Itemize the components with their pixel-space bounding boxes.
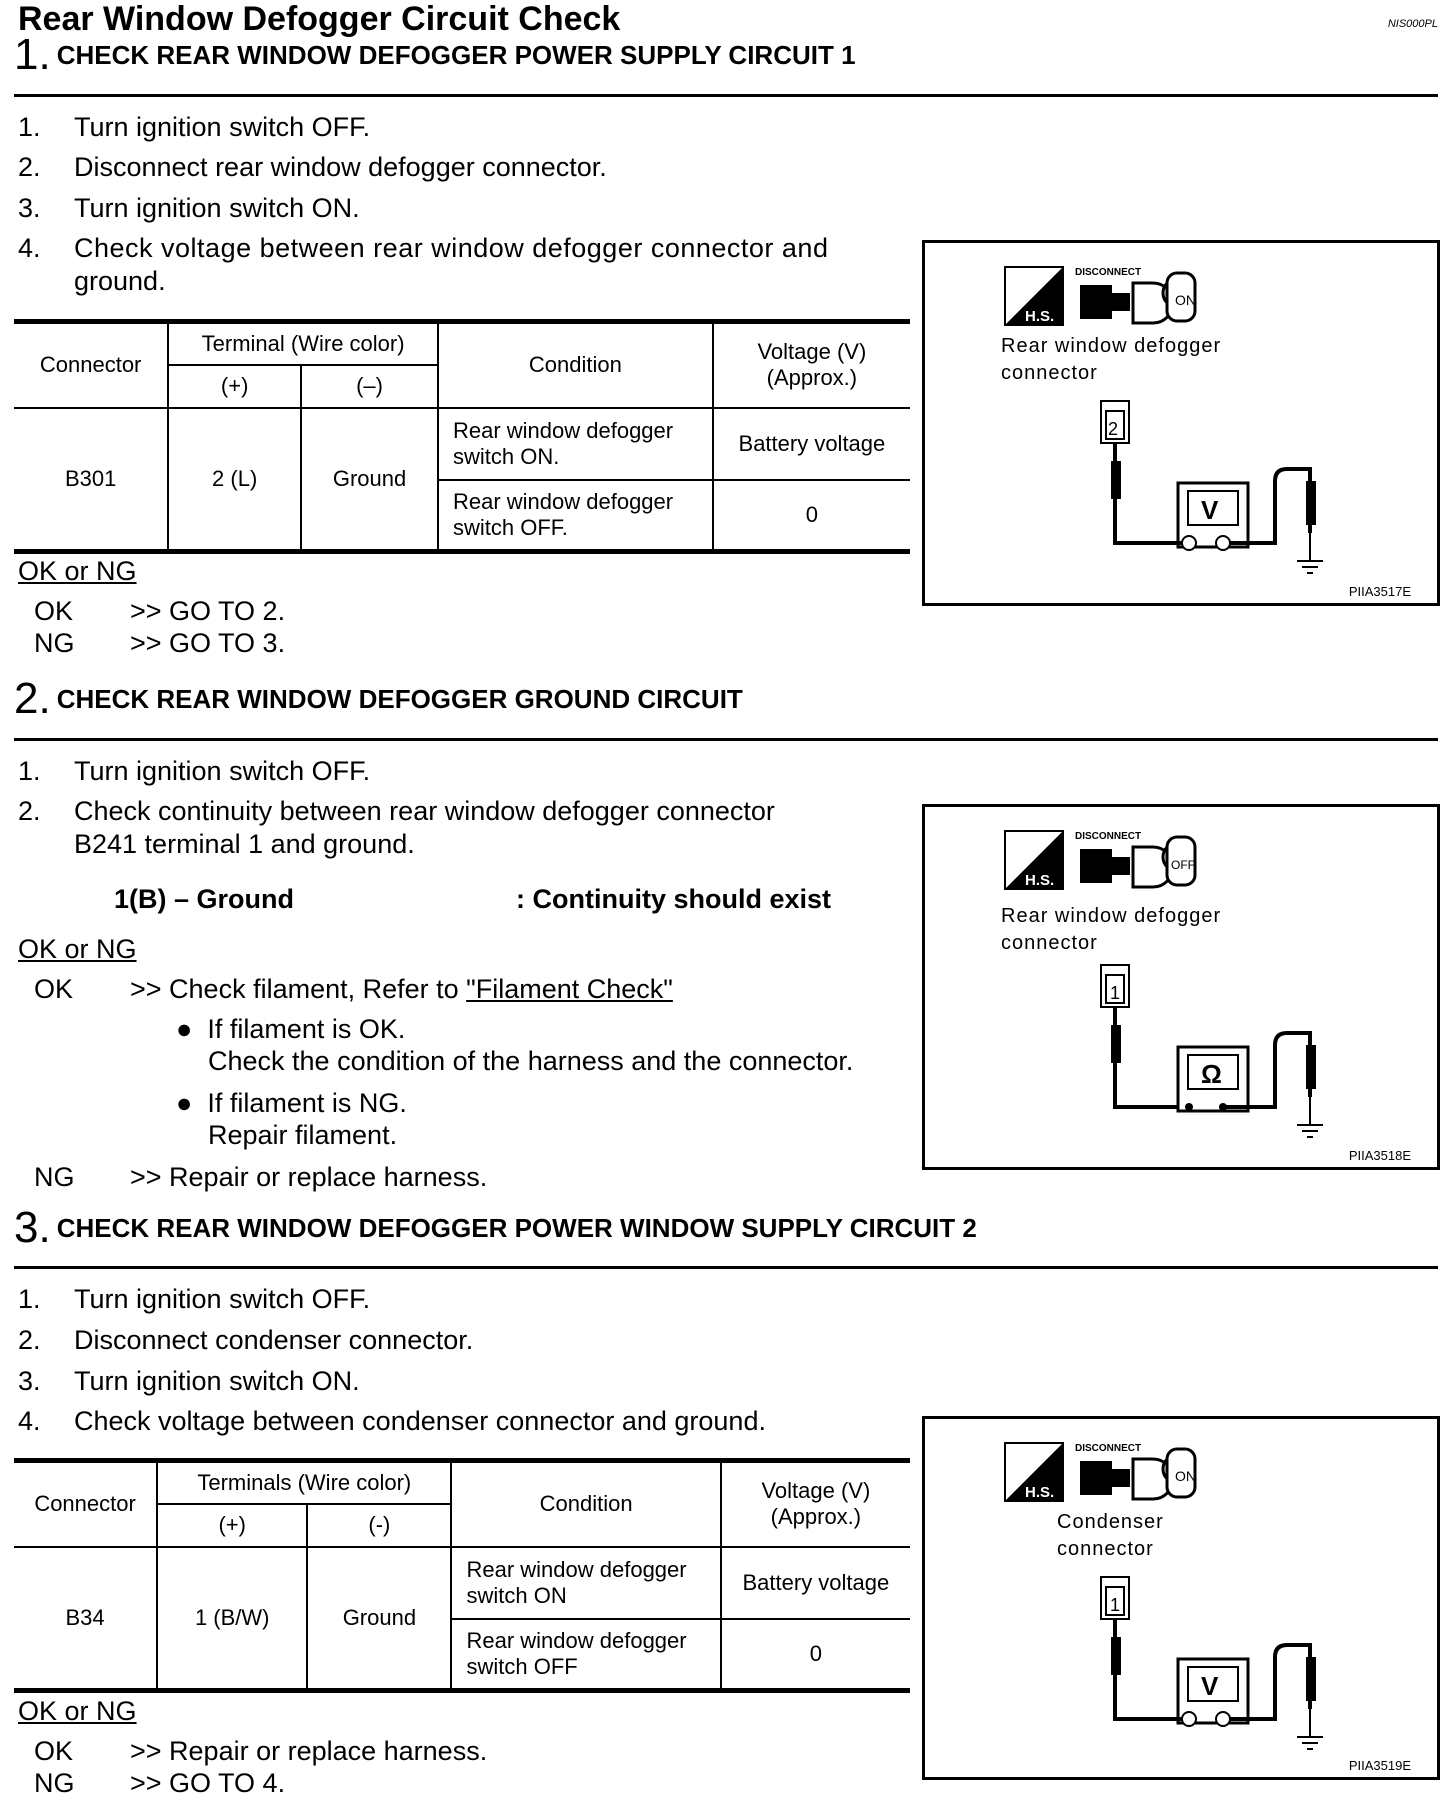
svg-text:V: V	[1201, 495, 1219, 525]
svg-text:H.S.: H.S.	[1025, 1484, 1055, 1501]
cell-condition: Rear window defogger switch OFF	[451, 1619, 720, 1691]
connector-icon	[1101, 965, 1129, 1007]
svg-text:1: 1	[1110, 983, 1121, 1003]
cell-minus: Ground	[301, 408, 438, 552]
figure-2	[922, 804, 1440, 1170]
instruction-line: 1. Turn ignition switch OFF.	[18, 756, 371, 786]
divider	[14, 94, 1438, 97]
filament-check-link[interactable]: "Filament Check"	[466, 974, 673, 1004]
col-header-plus: (+)	[157, 1504, 307, 1547]
voltage-table	[14, 319, 910, 554]
figure-3	[922, 1416, 1440, 1780]
connector-icon	[1101, 1577, 1129, 1619]
ok-or-ng-label: OK or NG	[18, 556, 137, 586]
step-1-header	[14, 30, 856, 80]
col-header-plus: (+)	[168, 365, 301, 408]
voltage-table	[14, 1458, 910, 1693]
svg-text:OFF: OFF	[1171, 858, 1195, 872]
step-heading: CHECK REAR WINDOW DEFOGGER POWER SUPPLY CIRCUIT 1	[56, 39, 856, 70]
col-header-minus: (-)	[307, 1504, 451, 1547]
col-header-condition: Condition	[451, 1461, 720, 1547]
bullet-item: ● If filament is OK.	[176, 1014, 406, 1044]
disconnect-icon	[1080, 283, 1173, 323]
bullet-item-cont: Check the condition of the harness and the connector.	[208, 1046, 854, 1076]
divider	[14, 738, 1438, 741]
svg-text:ON: ON	[1175, 292, 1196, 308]
col-header-connector: Connector	[14, 1461, 157, 1547]
result-ok: OK >> Check filament, Refer to "Filament Check"	[34, 974, 673, 1004]
cell-condition: Rear window defogger switch ON	[451, 1547, 720, 1619]
result-ok: OK >> GO TO 2.	[34, 596, 286, 626]
svg-text:H.S.: H.S.	[1025, 872, 1055, 889]
hs-icon	[1005, 1443, 1063, 1501]
hs-icon	[1005, 267, 1063, 325]
instruction-line: 2. Check continuity between rear window defogger connector	[18, 796, 775, 826]
result-ok: OK >> Repair or replace harness.	[34, 1736, 488, 1766]
figure-caption: Rear window defogger connector	[1001, 905, 1222, 954]
meter-icon	[1111, 443, 1323, 573]
bullet-item: ● If filament is NG.	[176, 1088, 407, 1118]
document-id: NIS000PL	[1387, 18, 1438, 30]
svg-text:1: 1	[1110, 1595, 1121, 1615]
svg-text:V: V	[1201, 1671, 1219, 1701]
step-3-header: 3. CHECK REAR WINDOW DEFOGGER POWER WINDOW SUPPLY CIRCUIT 2	[14, 1203, 977, 1252]
cell-plus: 1 (B/W)	[157, 1547, 307, 1691]
result-ng: NG >> GO TO 3.	[34, 628, 286, 658]
step-number: 1.	[14, 30, 51, 79]
instruction-line: 2. Disconnect condenser connector.	[18, 1325, 474, 1355]
diagram-svg	[925, 1419, 1437, 1777]
cell-minus: Ground	[307, 1547, 451, 1691]
diagram-svg	[925, 807, 1437, 1167]
connector-icon	[1101, 401, 1129, 443]
cell-voltage: Battery voltage	[713, 408, 910, 480]
cell-condition: Rear window defogger switch OFF.	[438, 480, 713, 552]
cell-condition: Rear window defogger switch ON.	[438, 408, 713, 480]
disconnect-label: DISCONNECT	[1075, 267, 1142, 278]
svg-text:H.S.: H.S.	[1025, 308, 1055, 325]
step-2-header: 2. CHECK REAR WINDOW DEFOGGER GROUND CIRCUIT	[14, 674, 743, 723]
disconnect-icon	[1080, 1459, 1173, 1499]
cell-connector: B34	[14, 1547, 157, 1691]
figure-id: PIIA3519E	[1348, 1758, 1411, 1773]
cell-voltage: 0	[713, 480, 910, 552]
ignition-key-icon	[1163, 273, 1196, 321]
spec-right: : Continuity should exist	[516, 884, 831, 914]
cell-voltage: 0	[721, 1619, 910, 1691]
instruction-line: 1. Turn ignition switch OFF.	[18, 1284, 371, 1314]
col-header-voltage: Voltage (V) (Approx.)	[713, 322, 910, 408]
svg-text:ON: ON	[1175, 1468, 1196, 1484]
instruction-line: 4. Check voltage between condenser connector and ground.	[18, 1406, 766, 1436]
col-header-minus: (–)	[301, 365, 438, 408]
hs-icon	[1005, 831, 1063, 889]
disconnect-icon	[1080, 847, 1173, 887]
col-header-terminal: Terminals (Wire color)	[157, 1461, 451, 1504]
cell-voltage: Battery voltage	[721, 1547, 910, 1619]
instruction-line-cont: B241 terminal 1 and ground.	[74, 829, 415, 859]
disconnect-label: DISCONNECT	[1075, 1443, 1142, 1454]
figure-1	[922, 240, 1440, 606]
meter-icon	[1111, 1007, 1323, 1137]
col-header-connector: Connector	[14, 322, 168, 408]
ignition-key-icon	[1163, 837, 1195, 885]
divider	[14, 1266, 1438, 1269]
result-ng: NG >> Repair or replace harness.	[34, 1162, 488, 1192]
col-header-terminal: Terminal (Wire color)	[168, 322, 438, 365]
disconnect-label: DISCONNECT	[1075, 831, 1142, 842]
instruction-line-cont: ground.	[74, 266, 166, 296]
diagram-svg	[925, 243, 1437, 603]
col-header-condition: Condition	[438, 322, 713, 408]
col-header-voltage: Voltage (V) (Approx.)	[721, 1461, 910, 1547]
svg-text:Ω: Ω	[1201, 1059, 1222, 1089]
svg-text:2: 2	[1108, 419, 1119, 439]
spec-left: 1(B) – Ground	[114, 884, 294, 914]
instruction-line: 2. Disconnect rear window defogger connector.	[18, 152, 607, 182]
figure-id: PIIA3517E	[1348, 584, 1411, 599]
instruction-line: 1. Turn ignition switch OFF.	[18, 112, 371, 142]
result-ng: NG >> GO TO 4.	[34, 1768, 286, 1798]
meter-icon	[1111, 1619, 1323, 1749]
figure-id: PIIA3518E	[1348, 1148, 1411, 1163]
instruction-line: 3. Turn ignition switch ON.	[18, 1366, 360, 1396]
instruction-line: 3. Turn ignition switch ON.	[18, 193, 360, 223]
figure-caption: Rear window defogger connector	[1001, 335, 1222, 384]
ok-or-ng-label: OK or NG	[18, 934, 137, 964]
ok-or-ng-label: OK or NG	[18, 1696, 137, 1726]
figure-caption: Condenser connector	[1057, 1511, 1164, 1560]
instruction-line: 4. Check voltage between rear window defogger connector and	[18, 233, 829, 263]
cell-plus: 2 (L)	[168, 408, 301, 552]
bullet-item-cont: Repair filament.	[208, 1120, 398, 1150]
page-title: Rear Window Defogger Circuit Check	[18, 0, 621, 38]
cell-connector: B301	[14, 408, 168, 552]
ignition-key-icon	[1163, 1449, 1196, 1497]
